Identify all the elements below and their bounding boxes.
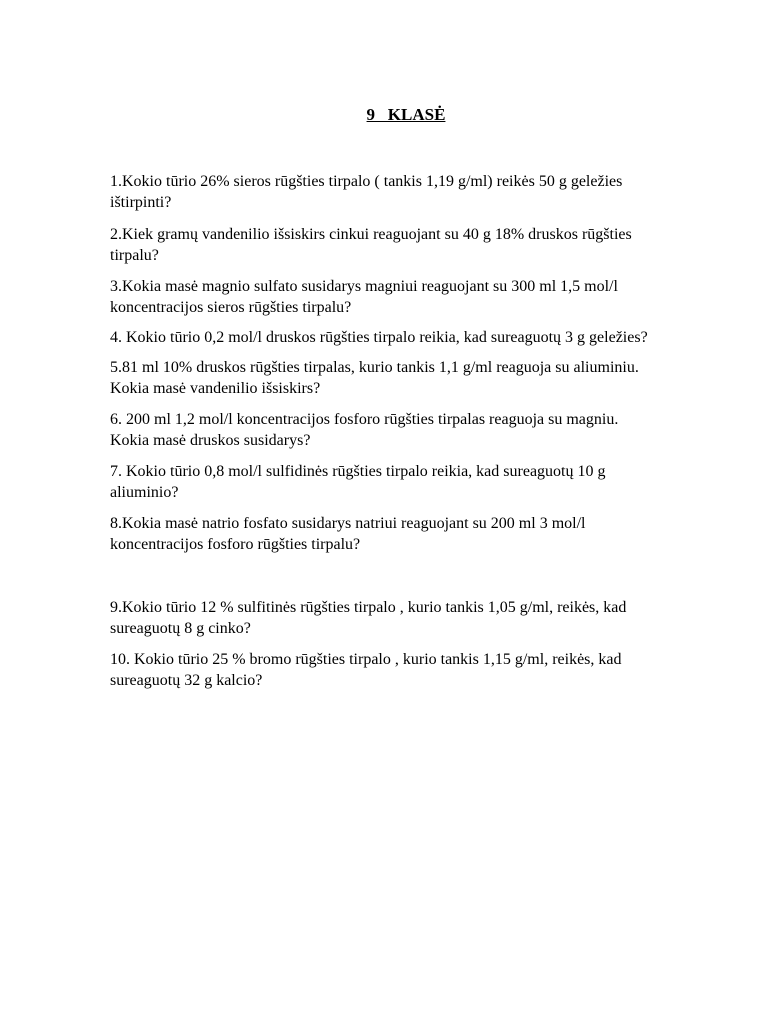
question-line: sureaguotų 32 g kalcio? (110, 672, 263, 689)
question-line: 2.Kiek gramų vandenilio išsiskirs cinkui reaguojant su 40 g 18% druskos rūgšties (110, 226, 632, 243)
question-line: 6. 200 ml 1,2 mol/l koncentracijos fosforo rūgšties tirpalas reaguoja su magniu. (110, 411, 619, 428)
question-10 (110, 649, 730, 691)
question-4 (110, 327, 730, 348)
question-6 (110, 409, 730, 451)
question-line: sureaguotų 8 g cinko? (110, 620, 251, 637)
question-line: 10. Kokio tūrio 25 % bromo rūgšties tirpalo , kurio tankis 1,15 g/ml, reikės, kad (110, 651, 622, 668)
question-line: 4. Kokio tūrio 0,2 mol/l druskos rūgšties tirpalo reikia, kad sureaguotų 3 g geležies? (110, 329, 648, 346)
question-line: tirpalu? (110, 247, 159, 264)
question-1 (110, 171, 730, 213)
question-line: 3.Kokia masė magnio sulfato susidarys magniui reaguojant su 300 ml 1,5 mol/l (110, 278, 618, 295)
question-line: 7. Kokio tūrio 0,8 mol/l sulfidinės rūgšties tirpalo reikia, kad sureaguotų 10 g (110, 463, 606, 480)
question-line: 1.Kokio tūrio 26% sieros rūgšties tirpalo ( tankis 1,19 g/ml) reikės 50 g geležies (110, 173, 623, 190)
question-line: koncentracijos fosforo rūgšties tirpalu? (110, 536, 361, 553)
question-5 (110, 357, 730, 399)
question-9 (110, 597, 730, 639)
question-line: 8.Kokia masė natrio fosfato susidarys natriui reaguojant su 200 ml 3 mol/l (110, 515, 586, 532)
question-line: Kokia masė vandenilio išsiskirs? (110, 380, 321, 397)
question-7 (110, 461, 730, 503)
question-line: 5.81 ml 10% druskos rūgšties tirpalas, kurio tankis 1,1 g/ml reaguoja su aliuminiu. (110, 359, 639, 376)
question-line: koncentracijos sieros rūgšties tirpalu? (110, 299, 352, 316)
question-line: aliuminio? (110, 484, 179, 501)
page-title: 9 KLASĖ (366, 105, 446, 124)
question-line: ištirpinti? (110, 194, 172, 211)
question-2 (110, 224, 730, 266)
question-line: Kokia masė druskos susidarys? (110, 432, 311, 449)
question-8 (110, 513, 730, 555)
question-3 (110, 276, 730, 318)
question-line: 9.Kokio tūrio 12 % sulfitinės rūgšties tirpalo , kurio tankis 1,05 g/ml, reikės, kad (110, 599, 627, 616)
